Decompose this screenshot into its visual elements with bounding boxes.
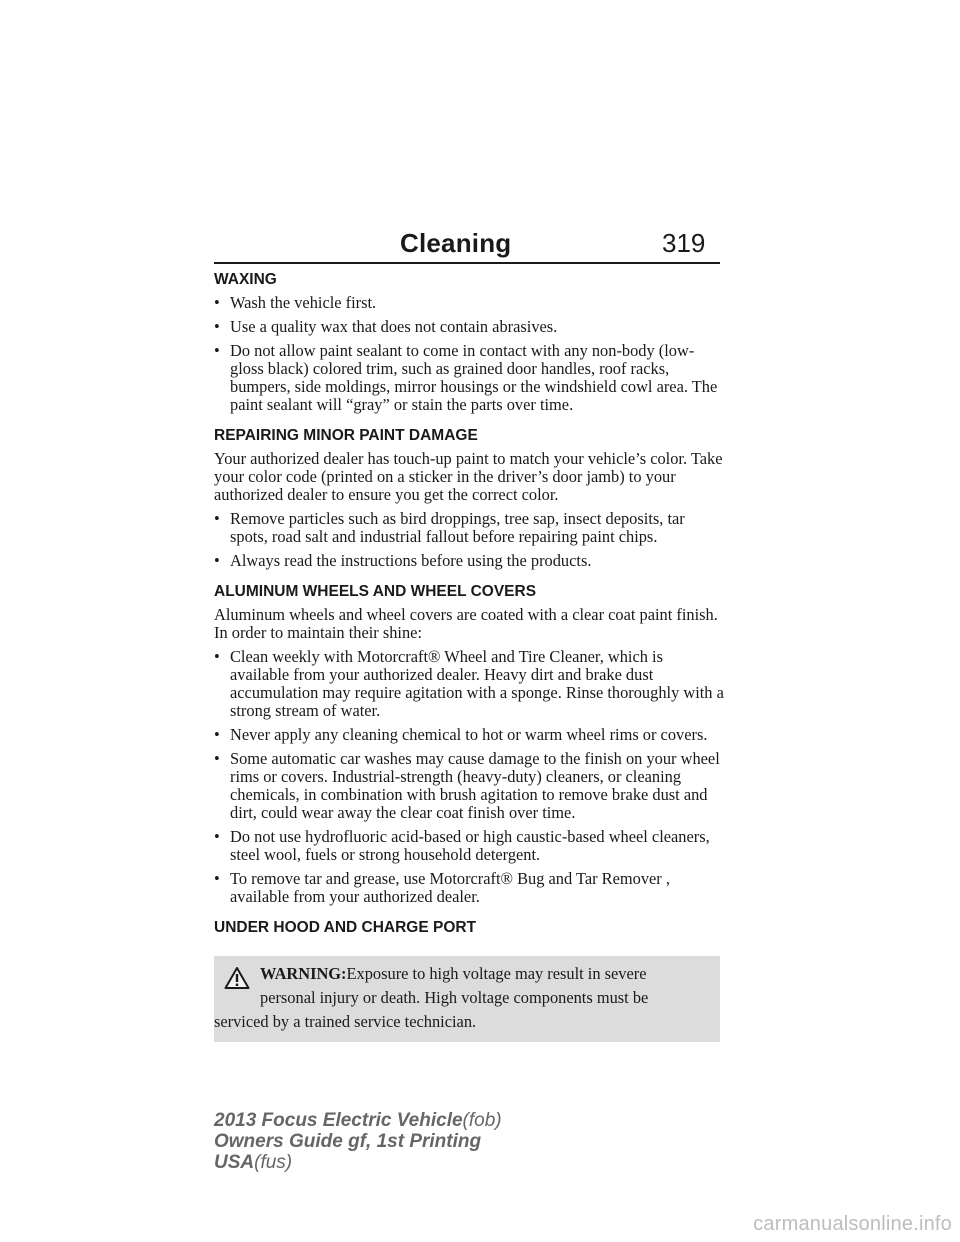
footer-line-2 <box>214 1131 502 1152</box>
section-heading-underhood: UNDER HOOD AND CHARGE PORT <box>214 919 477 936</box>
list-item: • Never apply any cleaning chemical to hot or warm wheel rims or covers. <box>214 726 724 744</box>
repairing-list <box>214 510 724 570</box>
aluminum-list <box>214 648 724 906</box>
warning-label: WARNING: <box>260 964 347 983</box>
footer-guide: Owners Guide gf, 1st Printing <box>214 1131 482 1152</box>
warning-text <box>214 962 710 1034</box>
footer-vehicle-code: (fob) <box>462 1110 502 1131</box>
list-item: • Do not use hydrofluoric acid-based or high caustic-based wheel cleaners, steel wool, fuels or strong household detergent. <box>214 828 724 864</box>
footer-line-3 <box>214 1152 502 1173</box>
repairing-intro: Your authorized dealer has touch-up paint to match your vehicle’s color. Take your color code (printed on a sticker in the driver’s door jamb) to your authorized dealer to ensure you get the correct color. <box>214 449 723 504</box>
list-item: • Clean weekly with Motorcraft® Wheel and Tire Cleaner, which is available from your authorized dealer. Heavy dirt and brake dust accumulation may require agitation with a sponge. Rinse thoroughly with a strong stream of water. <box>214 648 724 720</box>
list-item: • Do not allow paint sealant to come in contact with any non-body (low-gloss black) colored trim, such as grained door handles, roof racks, bumpers, side moldings, mirror housings or the windshield cowl area. The paint sealant will “gray” or stain the parts over time. <box>214 342 724 414</box>
warning-line-1 <box>214 962 710 986</box>
page-content <box>214 270 724 1042</box>
list-item: • Remove particles such as bird droppings, tree sap, insect deposits, tar spots, road salt and industrial fallout before repairing paint chips. <box>214 510 724 546</box>
warning-line-3: serviced by a trained service technician. <box>214 1012 477 1031</box>
section-heading-waxing: WAXING <box>214 271 277 288</box>
header-rule <box>214 262 720 264</box>
list-item: • Always read the instructions before using the products. <box>214 552 724 570</box>
warning-line-1-text: Exposure to high voltage may result in severe <box>346 964 647 983</box>
footer-vehicle: 2013 Focus Electric Vehicle <box>214 1110 463 1131</box>
aluminum-intro: Aluminum wheels and wheel covers are coated with a clear coat paint finish. In order to maintain their shine: <box>214 605 718 642</box>
warning-triangle-icon <box>224 966 250 990</box>
footer-market: USA <box>214 1152 255 1173</box>
section-heading-repairing: REPAIRING MINOR PAINT DAMAGE <box>214 427 478 444</box>
list-item: • Use a quality wax that does not contain abrasives. <box>214 318 724 336</box>
watermark: carmanualsonline.info <box>753 1213 952 1235</box>
page-number: 319 <box>662 228 706 258</box>
warning-box <box>214 956 720 1042</box>
page-header-title: Cleaning <box>400 228 512 258</box>
warning-line-2: personal injury or death. High voltage components must be <box>260 988 649 1007</box>
document-footer <box>214 1110 502 1173</box>
section-heading-aluminum: ALUMINUM WHEELS AND WHEEL COVERS <box>214 583 537 600</box>
footer-line-1 <box>214 1110 502 1131</box>
footer-market-code: (fus) <box>254 1152 293 1173</box>
list-item: • Some automatic car washes may cause damage to the finish on your wheel rims or covers. Industrial-strength (heavy-duty) cleaners, or cleaning chemicals, in combination with brush agitation to remove brake dust and dirt, could wear away the clear coat finish over time. <box>214 750 724 822</box>
list-item: • To remove tar and grease, use Motorcraft® Bug and Tar Remover , available from your authorized dealer. <box>214 870 724 906</box>
waxing-list <box>214 294 724 414</box>
list-item: • Wash the vehicle first. <box>214 294 724 312</box>
